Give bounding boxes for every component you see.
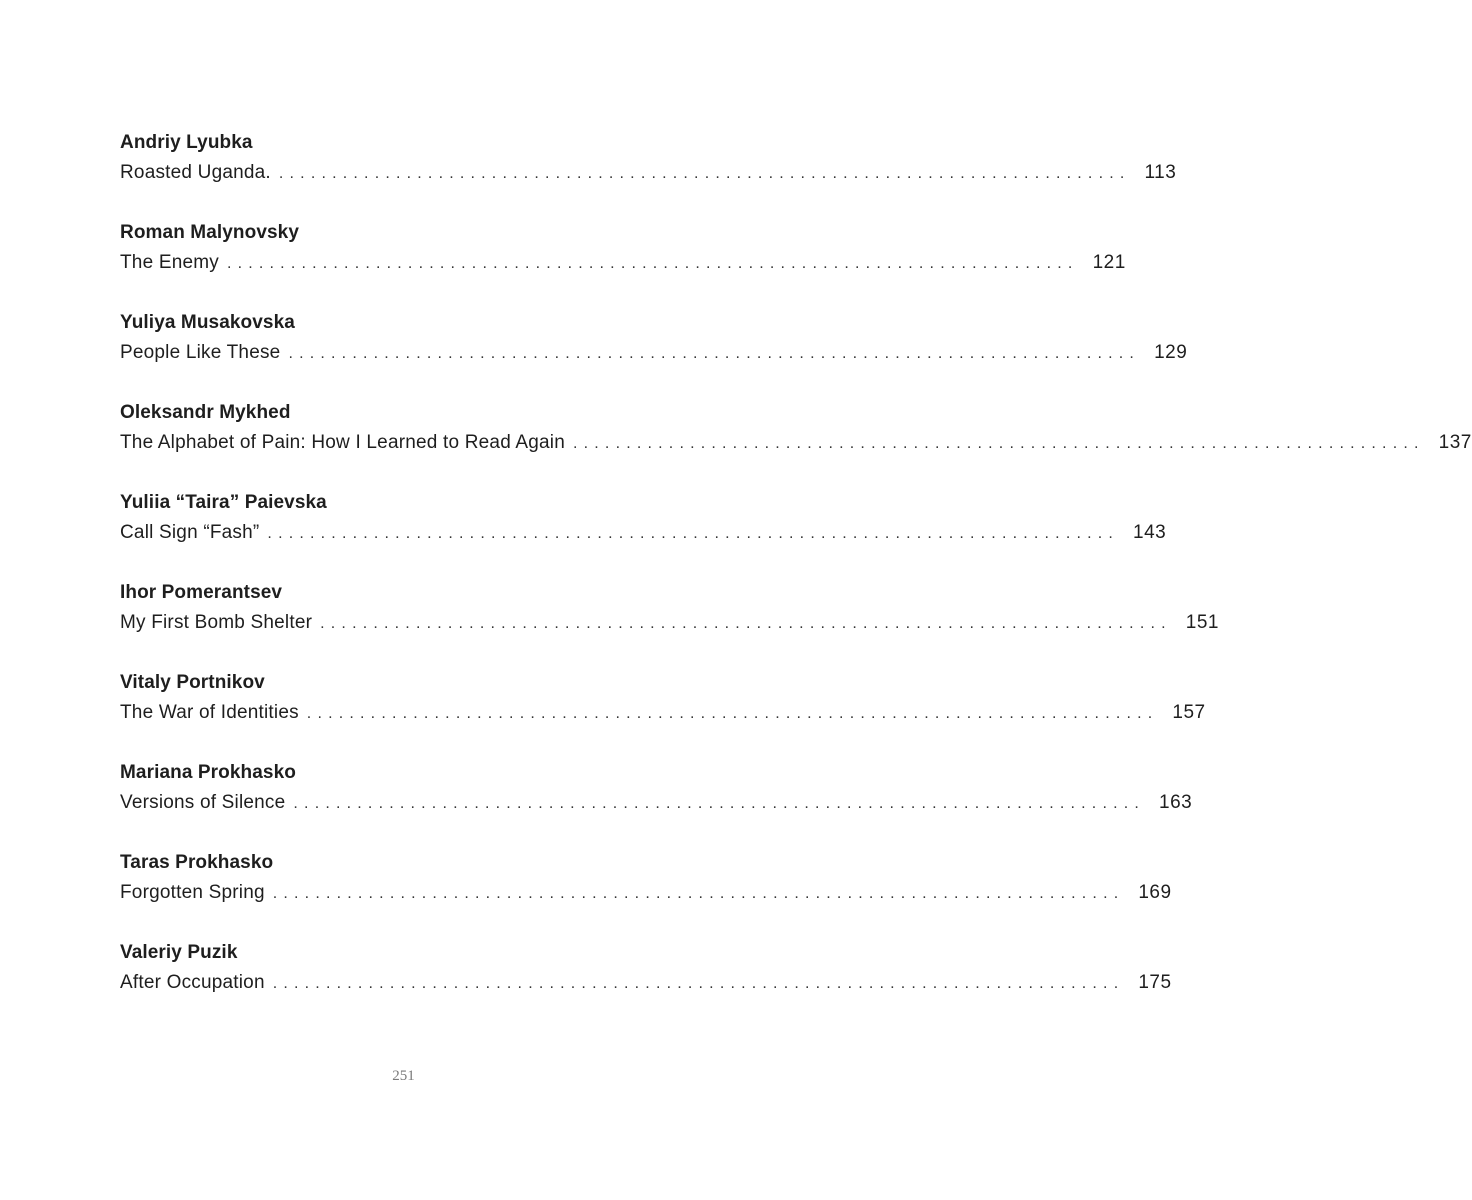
toc-entry	[120, 400, 1472, 490]
toc-line	[120, 336, 1188, 370]
toc-title: The War of Identities	[120, 702, 299, 723]
toc-entry	[120, 220, 1126, 310]
toc-author: Oleksandr Mykhed	[120, 402, 291, 423]
toc-title: The Enemy	[120, 252, 219, 273]
toc-title: People Like These	[120, 342, 281, 363]
toc-line	[120, 786, 1193, 820]
toc-title: Roasted Uganda.	[120, 162, 271, 183]
dot-leader: ................................................................................	[293, 795, 1146, 812]
toc-entry	[120, 760, 1193, 850]
toc-author: Andriy Lyubka	[120, 132, 253, 153]
toc-author: Taras Prokhasko	[120, 852, 274, 873]
toc-title: After Occupation	[120, 972, 265, 993]
toc-page-number: 163	[1159, 792, 1193, 813]
toc-page-number: 143	[1133, 522, 1167, 543]
toc-entry	[120, 490, 1167, 580]
toc-title: The Alphabet of Pain: How I Learned to Read Again	[120, 432, 565, 453]
table-of-contents	[120, 130, 1472, 1030]
toc-author: Ihor Pomerantsev	[120, 582, 283, 603]
toc-entry	[120, 310, 1188, 400]
toc-title: Forgotten Spring	[120, 882, 265, 903]
toc-line	[120, 246, 1126, 280]
toc-entry	[120, 850, 1172, 940]
dot-leader: ................................................................................	[226, 255, 1079, 272]
toc-line	[120, 156, 1177, 190]
dot-leader: ................................................................................	[278, 165, 1131, 182]
toc-author: Valeriy Puzik	[120, 942, 238, 963]
dot-leader: ................................................................................	[306, 705, 1159, 722]
toc-entry	[120, 580, 1219, 670]
toc-author: Yuliia “Taira” Paievska	[120, 492, 327, 513]
dot-leader: ................................................................................	[267, 525, 1120, 542]
toc-line	[120, 426, 1472, 460]
toc-author: Yuliya Musakovska	[120, 312, 295, 333]
toc-line	[120, 966, 1172, 1000]
page-number-footer: 251	[392, 1068, 415, 1084]
dot-leader: ................................................................................	[272, 885, 1125, 902]
dot-leader: ................................................................................	[320, 615, 1172, 632]
toc-line	[120, 876, 1172, 910]
toc-line	[120, 696, 1206, 730]
toc-line	[120, 606, 1219, 640]
toc-page-number: 121	[1092, 252, 1126, 273]
dot-leader: ................................................................................	[573, 435, 1425, 452]
toc-author: Mariana Prokhasko	[120, 762, 296, 783]
toc-entry	[120, 670, 1206, 760]
toc-page-number: 175	[1138, 972, 1172, 993]
dot-leader: ................................................................................	[272, 975, 1125, 992]
toc-entry	[120, 940, 1172, 1030]
toc-title: Versions of Silence	[120, 792, 286, 813]
toc-page-number: 113	[1144, 162, 1177, 183]
toc-page-number: 169	[1138, 882, 1172, 903]
dot-leader: ................................................................................	[288, 345, 1141, 362]
toc-title: My First Bomb Shelter	[120, 612, 313, 633]
toc-page-number: 129	[1154, 342, 1188, 363]
toc-page-number: 151	[1185, 612, 1219, 633]
toc-entry	[120, 130, 1177, 220]
toc-title: Call Sign “Fash”	[120, 522, 260, 543]
toc-line	[120, 516, 1167, 550]
toc-page-number: 137	[1438, 432, 1472, 453]
toc-page-number: 157	[1172, 702, 1206, 723]
toc-author: Roman Malynovsky	[120, 222, 299, 243]
toc-author: Vitaly Portnikov	[120, 672, 265, 693]
